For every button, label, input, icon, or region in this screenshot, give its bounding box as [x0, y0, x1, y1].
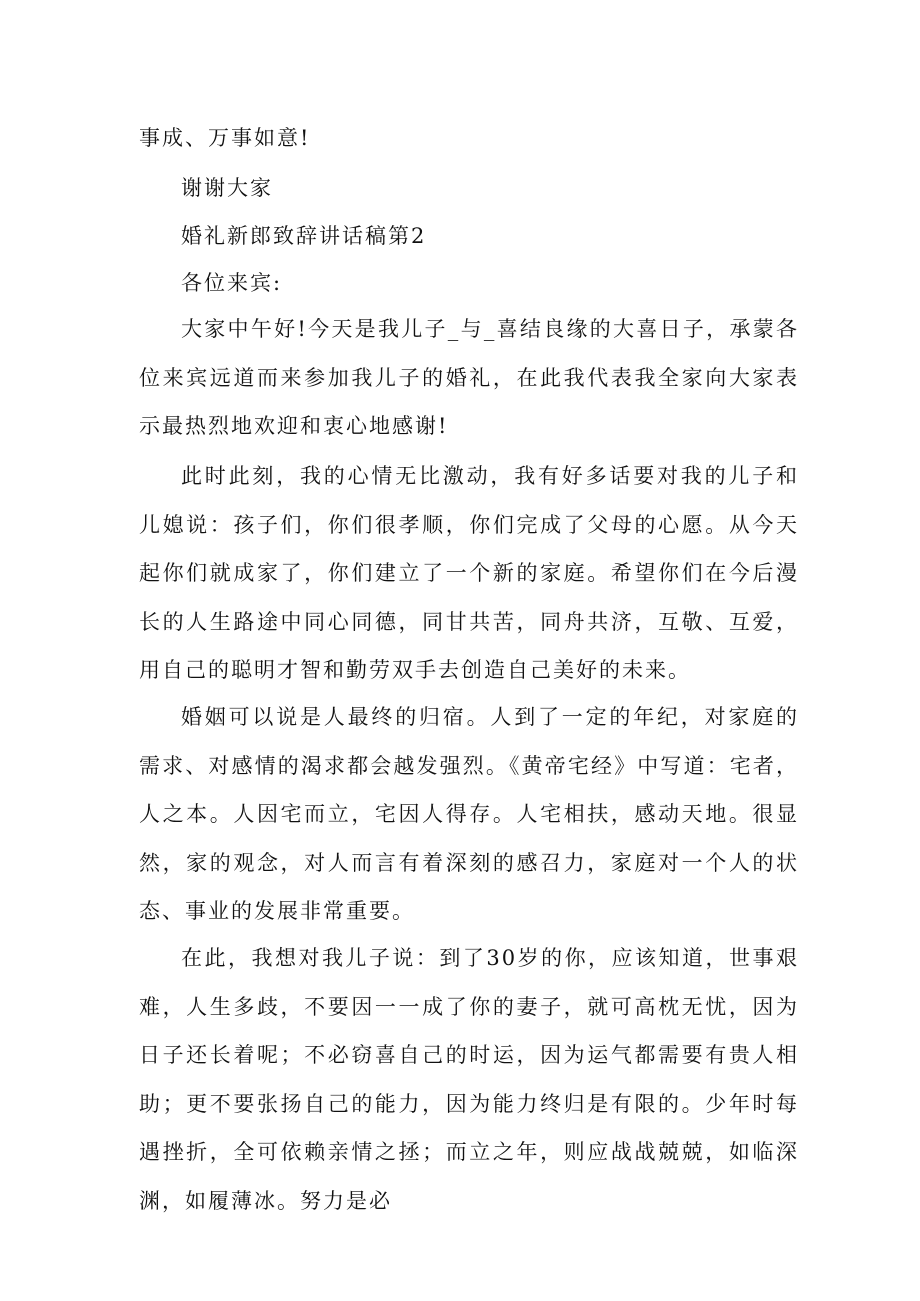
section-title: 婚礼新郎致辞讲话稿第2 — [181, 224, 427, 248]
text-line-thanks: 谢谢大家 — [181, 176, 273, 200]
paragraph-greeting: 大家中午好!今天是我儿子_与_喜结良缘的大喜日子，承蒙各位来宾远道而来参加我儿子的婚礼，在此我代表我全家向大家表示最热烈地欢迎和衷心地感谢! — [139, 317, 799, 438]
text-line-closing-wish: 事成、万事如意! — [139, 126, 311, 150]
paragraph-marriage-home: 婚姻可以说是人最终的归宿。人到了一定的年纪，对家庭的需求、对感情的渴求都会越发强烈。《黄帝宅经》中写道：宅者，人之本。人因宅而立，宅因人得存。人宅相扶，感动天地。很显然，家的观念，对人而言有着深刻的感召力，家庭对一个人的状态、事业的发展非常重要。 — [139, 705, 799, 923]
paragraph-advice-to-son: 在此，我想对我儿子说：到了30岁的你，应该知道，世事艰难，人生多歧，不要因一一成了你的妻子，就可高枕无忧，因为日子还长着呢；不必窃喜自己的时运，因为运气都需要有贵人相助；更不要张扬自己的能力，因为能力终归是有限的。少年时每遇挫折，全可依赖亲情之拯；而立之年，则应战战兢兢，如临深渊，如履薄冰。努力是必 — [139, 946, 799, 1213]
paragraph-message-to-children: 此时此刻，我的心情无比激动，我有好多话要对我的儿子和儿媳说：孩子们，你们很孝顺，你们完成了父母的心愿。从今天起你们就成家了，你们建立了一个新的家庭。希望你们在今后漫长的人生路途中同心同德，同甘共苦，同舟共济，互敬、互爱，用自己的聪明才智和勤劳双手去创造自己美好的未来。 — [139, 464, 799, 682]
salutation: 各位来宾: — [181, 271, 283, 295]
